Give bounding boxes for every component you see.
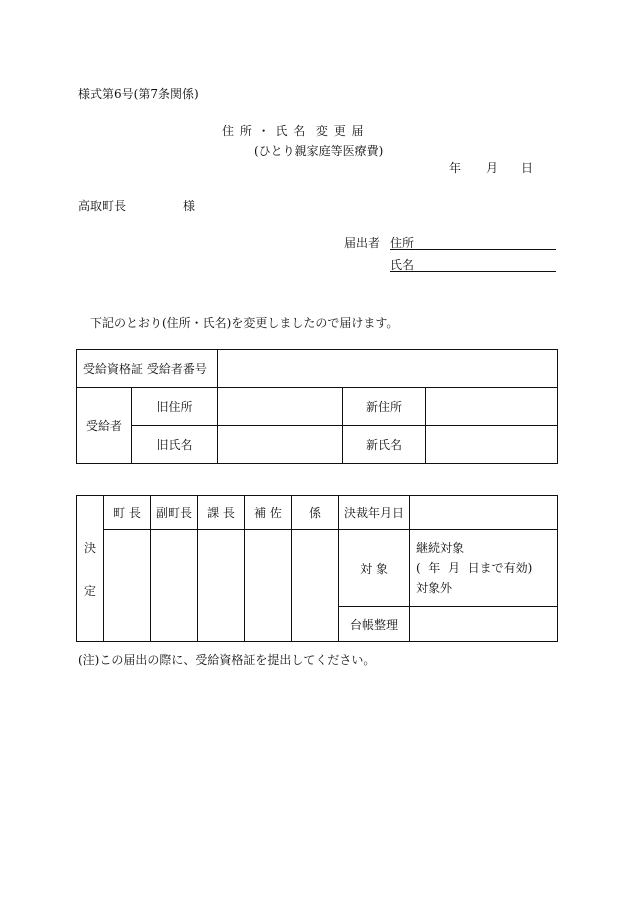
form-title: 住 所 ・ 氏 名 変 更 届 [222, 124, 365, 138]
new-address-label: 新住所 [343, 388, 426, 426]
decision-table [76, 495, 558, 642]
cert-number-label: 受給資格証 受給者番号 [77, 350, 218, 388]
seal-box-section-chief[interactable] [198, 530, 245, 642]
decision-char: 決 [83, 540, 96, 555]
decision-label [77, 496, 104, 642]
seal-box-deputy-mayor[interactable] [151, 530, 198, 642]
header-deputy-mayor: 副町長 [151, 496, 198, 530]
new-name-label: 新氏名 [343, 426, 426, 464]
date-month-label: 月 [486, 161, 499, 175]
applicant-address-label: 住所 [390, 236, 415, 250]
seal-box-assistant[interactable] [245, 530, 292, 642]
target-option-continue: 継続対象 [416, 541, 465, 555]
form-number: 様式第6号(第7条関係) [78, 87, 199, 101]
ledger-field[interactable] [410, 607, 558, 642]
header-assistant: 補 佐 [245, 496, 292, 530]
applicant-name-line[interactable] [390, 271, 556, 272]
header-staff: 係 [292, 496, 339, 530]
note-text: (注)この届出の際に、受給資格証を提出してください。 [78, 653, 376, 667]
date-year-label: 年 [449, 161, 462, 175]
seal-box-mayor[interactable] [104, 530, 151, 642]
date-day-label: 日 [521, 161, 534, 175]
recipient-label: 受給者 [77, 388, 132, 464]
decision-date-label: 決裁年月日 [339, 496, 410, 530]
old-address-field[interactable] [218, 388, 343, 426]
decision-char: 定 [83, 583, 96, 598]
applicant-address-line[interactable] [390, 249, 556, 250]
header-mayor: 町 長 [104, 496, 151, 530]
header-section-chief: 課 長 [198, 496, 245, 530]
old-name-field[interactable] [218, 426, 343, 464]
form-subtitle: (ひとり親家庭等医療費) [254, 144, 384, 158]
new-name-field[interactable] [426, 426, 558, 464]
new-address-field[interactable] [426, 388, 558, 426]
statement-text: 下記のとおり(住所・氏名)を変更しましたので届けます。 [90, 316, 399, 330]
old-address-label: 旧住所 [132, 388, 218, 426]
cert-number-field[interactable] [218, 350, 558, 388]
target-option-excluded: 対象外 [416, 581, 453, 595]
decision-date-field[interactable] [410, 496, 558, 530]
target-label: 対 象 [339, 530, 410, 607]
target-options [410, 530, 558, 607]
old-name-label: 旧氏名 [132, 426, 218, 464]
addressee-honorific: 様 [183, 199, 196, 213]
addressee-name: 高取町長 [78, 199, 127, 213]
info-table [76, 349, 558, 464]
target-option-valid-until: ( 年 月 日まで有効) [416, 561, 533, 575]
applicant-label: 届出者 [344, 236, 381, 250]
seal-box-staff[interactable] [292, 530, 339, 642]
ledger-label: 台帳整理 [339, 607, 410, 642]
applicant-name-label: 氏名 [390, 258, 415, 272]
